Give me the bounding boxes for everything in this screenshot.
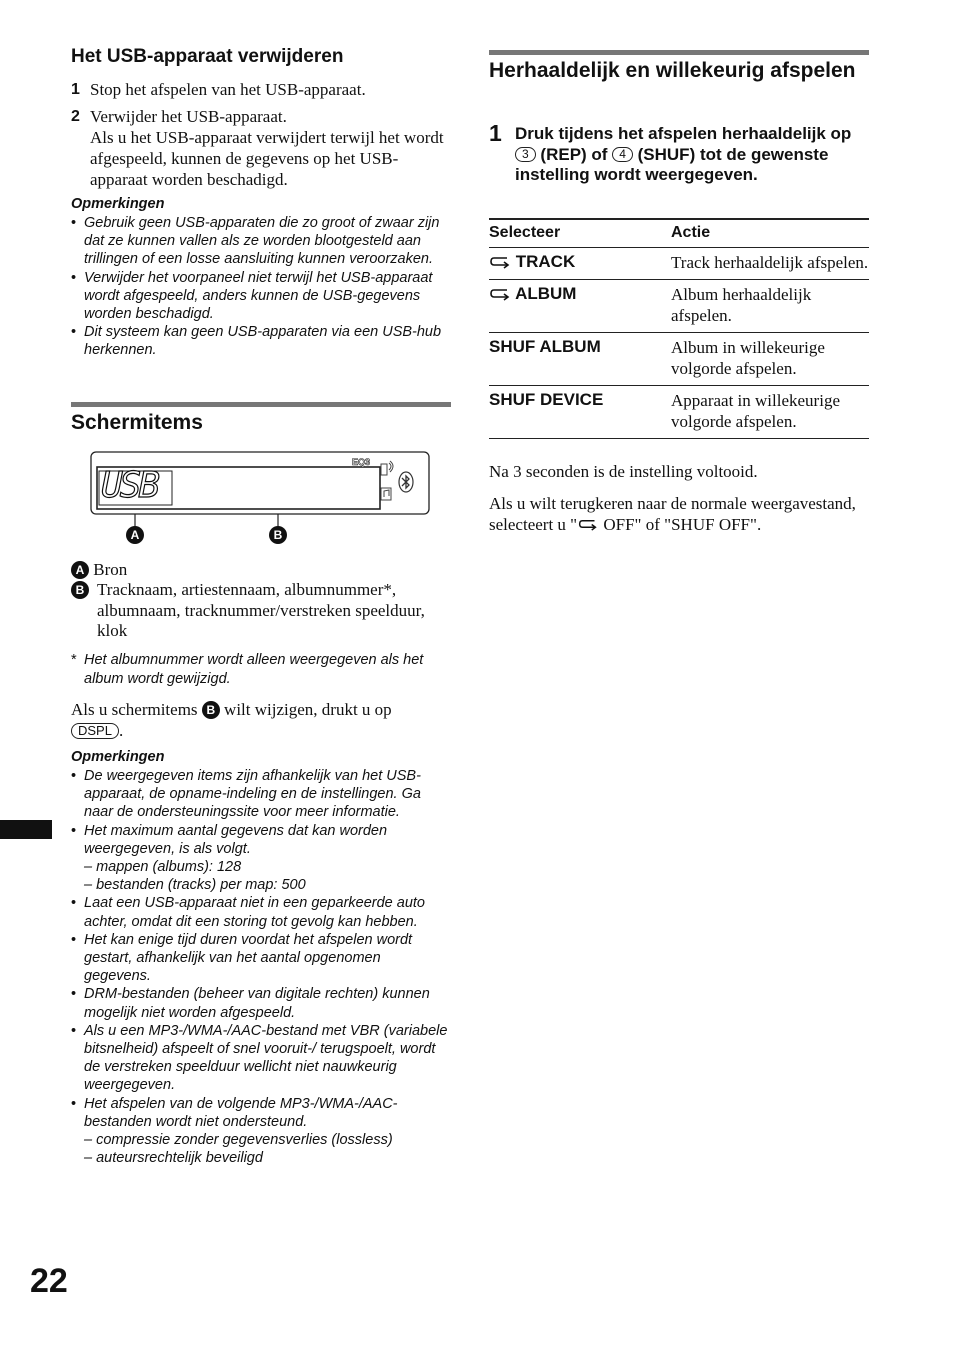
marker-b: B — [202, 701, 220, 719]
change-text: wilt wijzigen, drukt u op — [224, 700, 392, 719]
footnote — [71, 651, 451, 688]
column-header: Actie — [671, 219, 869, 248]
note-item: • Het afspelen van de volgende MP3-/WMA-/AAC-bestanden wordt niet ondersteund. – compressie zonder gegevensverlies (lossless) – auteursrechtelijk beveiligd — [71, 1095, 451, 1168]
notes-title: Opmerkingen — [71, 196, 165, 212]
marker-b: B — [71, 581, 89, 599]
change-items-paragraph: Als u schermitems B wilt wijzigen, drukt u op DSPL . — [71, 700, 392, 740]
display-illustration — [90, 451, 431, 546]
table-row: TRACK Track herhaaldelijk afspelen. — [489, 248, 869, 280]
marker-b: B — [269, 526, 287, 544]
page-number: 22 — [30, 1262, 68, 1300]
notes-list — [71, 767, 451, 1167]
music-note-icon — [380, 487, 392, 506]
key-3: 3 — [515, 147, 536, 162]
completion-note: Na 3 seconden is de instelling voltooid. — [489, 462, 758, 481]
marker-a: A — [71, 561, 89, 579]
eq-indicator: EQ3 — [352, 457, 371, 467]
legend-item-b — [71, 580, 451, 642]
step-text: Stop het afspelen van het USB-apparaat. — [90, 80, 366, 99]
note-item: • Laat een USB-apparaat niet in een geparkeerde auto achter, omdat dit een storing tot gevolg kan hebben. — [71, 894, 451, 930]
bluetooth-icon — [398, 471, 414, 498]
section-rule — [71, 402, 451, 407]
table-row: SHUF DEVICE Apparaat in willekeurige volgorde afspelen. — [489, 386, 869, 439]
step-number: 1 — [489, 120, 502, 146]
schermitems-heading: Schermitems — [71, 411, 203, 434]
note-item: • Dit systeem kan geen USB-apparaten via een USB-hub herkennen. — [71, 323, 451, 359]
key-4: 4 — [612, 147, 633, 162]
note-item: • DRM-bestanden (beheer van digitale rechten) kunnen mogelijk niet worden afgespeeld. — [71, 985, 451, 1021]
legend-item-a — [71, 560, 451, 581]
note-subitem: – mappen (albums): 128 — [84, 859, 242, 876]
dspl-key: DSPL — [71, 723, 119, 739]
step-text: Druk tijdens het afspelen herhaaldelijk op 3 (REP) of 4 (SHUF) tot de gewenste instelling wordt weergegeven. — [515, 124, 852, 184]
table-row: ALBUM Album herhaaldelijk afspelen. — [489, 280, 869, 333]
note-subitem: – bestanden (tracks) per map: 500 — [84, 877, 306, 894]
step-2 — [71, 106, 451, 190]
selection-table — [489, 218, 869, 439]
change-text: Als u schermitems — [71, 700, 198, 719]
legend-text: Tracknaam, artiestennaam, albumnummer*, albumnaam, tracknummer/verstreken speelduur, klok — [97, 580, 425, 640]
repeat-icon — [489, 284, 511, 303]
note-item: • Verwijder het voorpaneel niet terwijl het USB-apparaat wordt afgespeeld, anders kunnen de USB-gegevens worden beschadigd. — [71, 269, 451, 324]
marker-a: A — [126, 526, 144, 544]
notes-list — [71, 214, 451, 360]
note-subitem: – auteursrechtelijk beveiligd — [84, 1150, 263, 1167]
repeat-icon — [577, 515, 599, 534]
footnote-mark: * — [71, 652, 77, 668]
return-normal-paragraph: Als u wilt terugkeren naar de normale weergavestand, selecteert u " OFF" of "SHUF OFF". — [489, 494, 856, 534]
section-edge-tab — [0, 820, 52, 839]
legend-text: Bron — [93, 560, 128, 579]
footnote-text: Het albumnummer wordt alleen weergegeven als het album wordt gewijzigd. — [84, 652, 424, 687]
phone-signal-icon — [380, 460, 396, 483]
lcd-source-text: USB — [101, 465, 158, 506]
note-item: • Gebruik geen USB-apparaten die zo groot of zwaar zijn dat ze kunnen vallen als ze worden blootgesteld aan trillingen of een losse aansluiting kunnen veroorzaken. — [71, 214, 451, 269]
note-item: • Het maximum aantal gegevens dat kan worden weergegeven, is als volgt. – mappen (albums): 128 – bestanden (tracks) per map: 500 — [71, 822, 451, 895]
note-item: • Het kan enige tijd duren voordat het afspelen wordt gestart, afhankelijk van het aantal opgenomen gegevens. — [71, 931, 451, 986]
repeat-icon — [489, 252, 511, 271]
step-number: 2 — [71, 108, 80, 125]
step-text: Verwijder het USB-apparaat. — [90, 107, 287, 126]
step-detail: Als u het USB-apparaat verwijdert terwijl het wordt afgespeeld, kunnen de gegevens op het USB-apparaat worden beschadigd. — [90, 128, 444, 189]
note-item: • De weergegeven items zijn afhankelijk van het USB-apparaat, de opname-indeling en de instellingen. Ga naar de ondersteuningssite voor meer informatie. — [71, 767, 451, 822]
table-row: SHUF ALBUM Album in willekeurige volgorde afspelen. — [489, 333, 869, 386]
instruction-step — [489, 120, 869, 186]
repeat-shuffle-heading: Herhaaldelijk en willekeurig afspelen — [489, 59, 856, 82]
step-number: 1 — [71, 81, 80, 98]
note-item: • Als u een MP3-/WMA-/AAC-bestand met VBR (variabele bitsnelheid) afspeelt of snel vooruit-/ terugspoelt, wordt de verstreken speelduur wellicht niet nauwkeurig weergegeven. — [71, 1022, 451, 1095]
note-subitem: – compressie zonder gegevensverlies (lossless) — [84, 1132, 393, 1149]
column-header: Selecteer — [489, 219, 671, 248]
notes-title: Opmerkingen — [71, 749, 165, 765]
section-rule — [489, 50, 869, 55]
remove-usb-heading: Het USB-apparaat verwijderen — [71, 46, 344, 67]
step-1 — [71, 79, 451, 100]
